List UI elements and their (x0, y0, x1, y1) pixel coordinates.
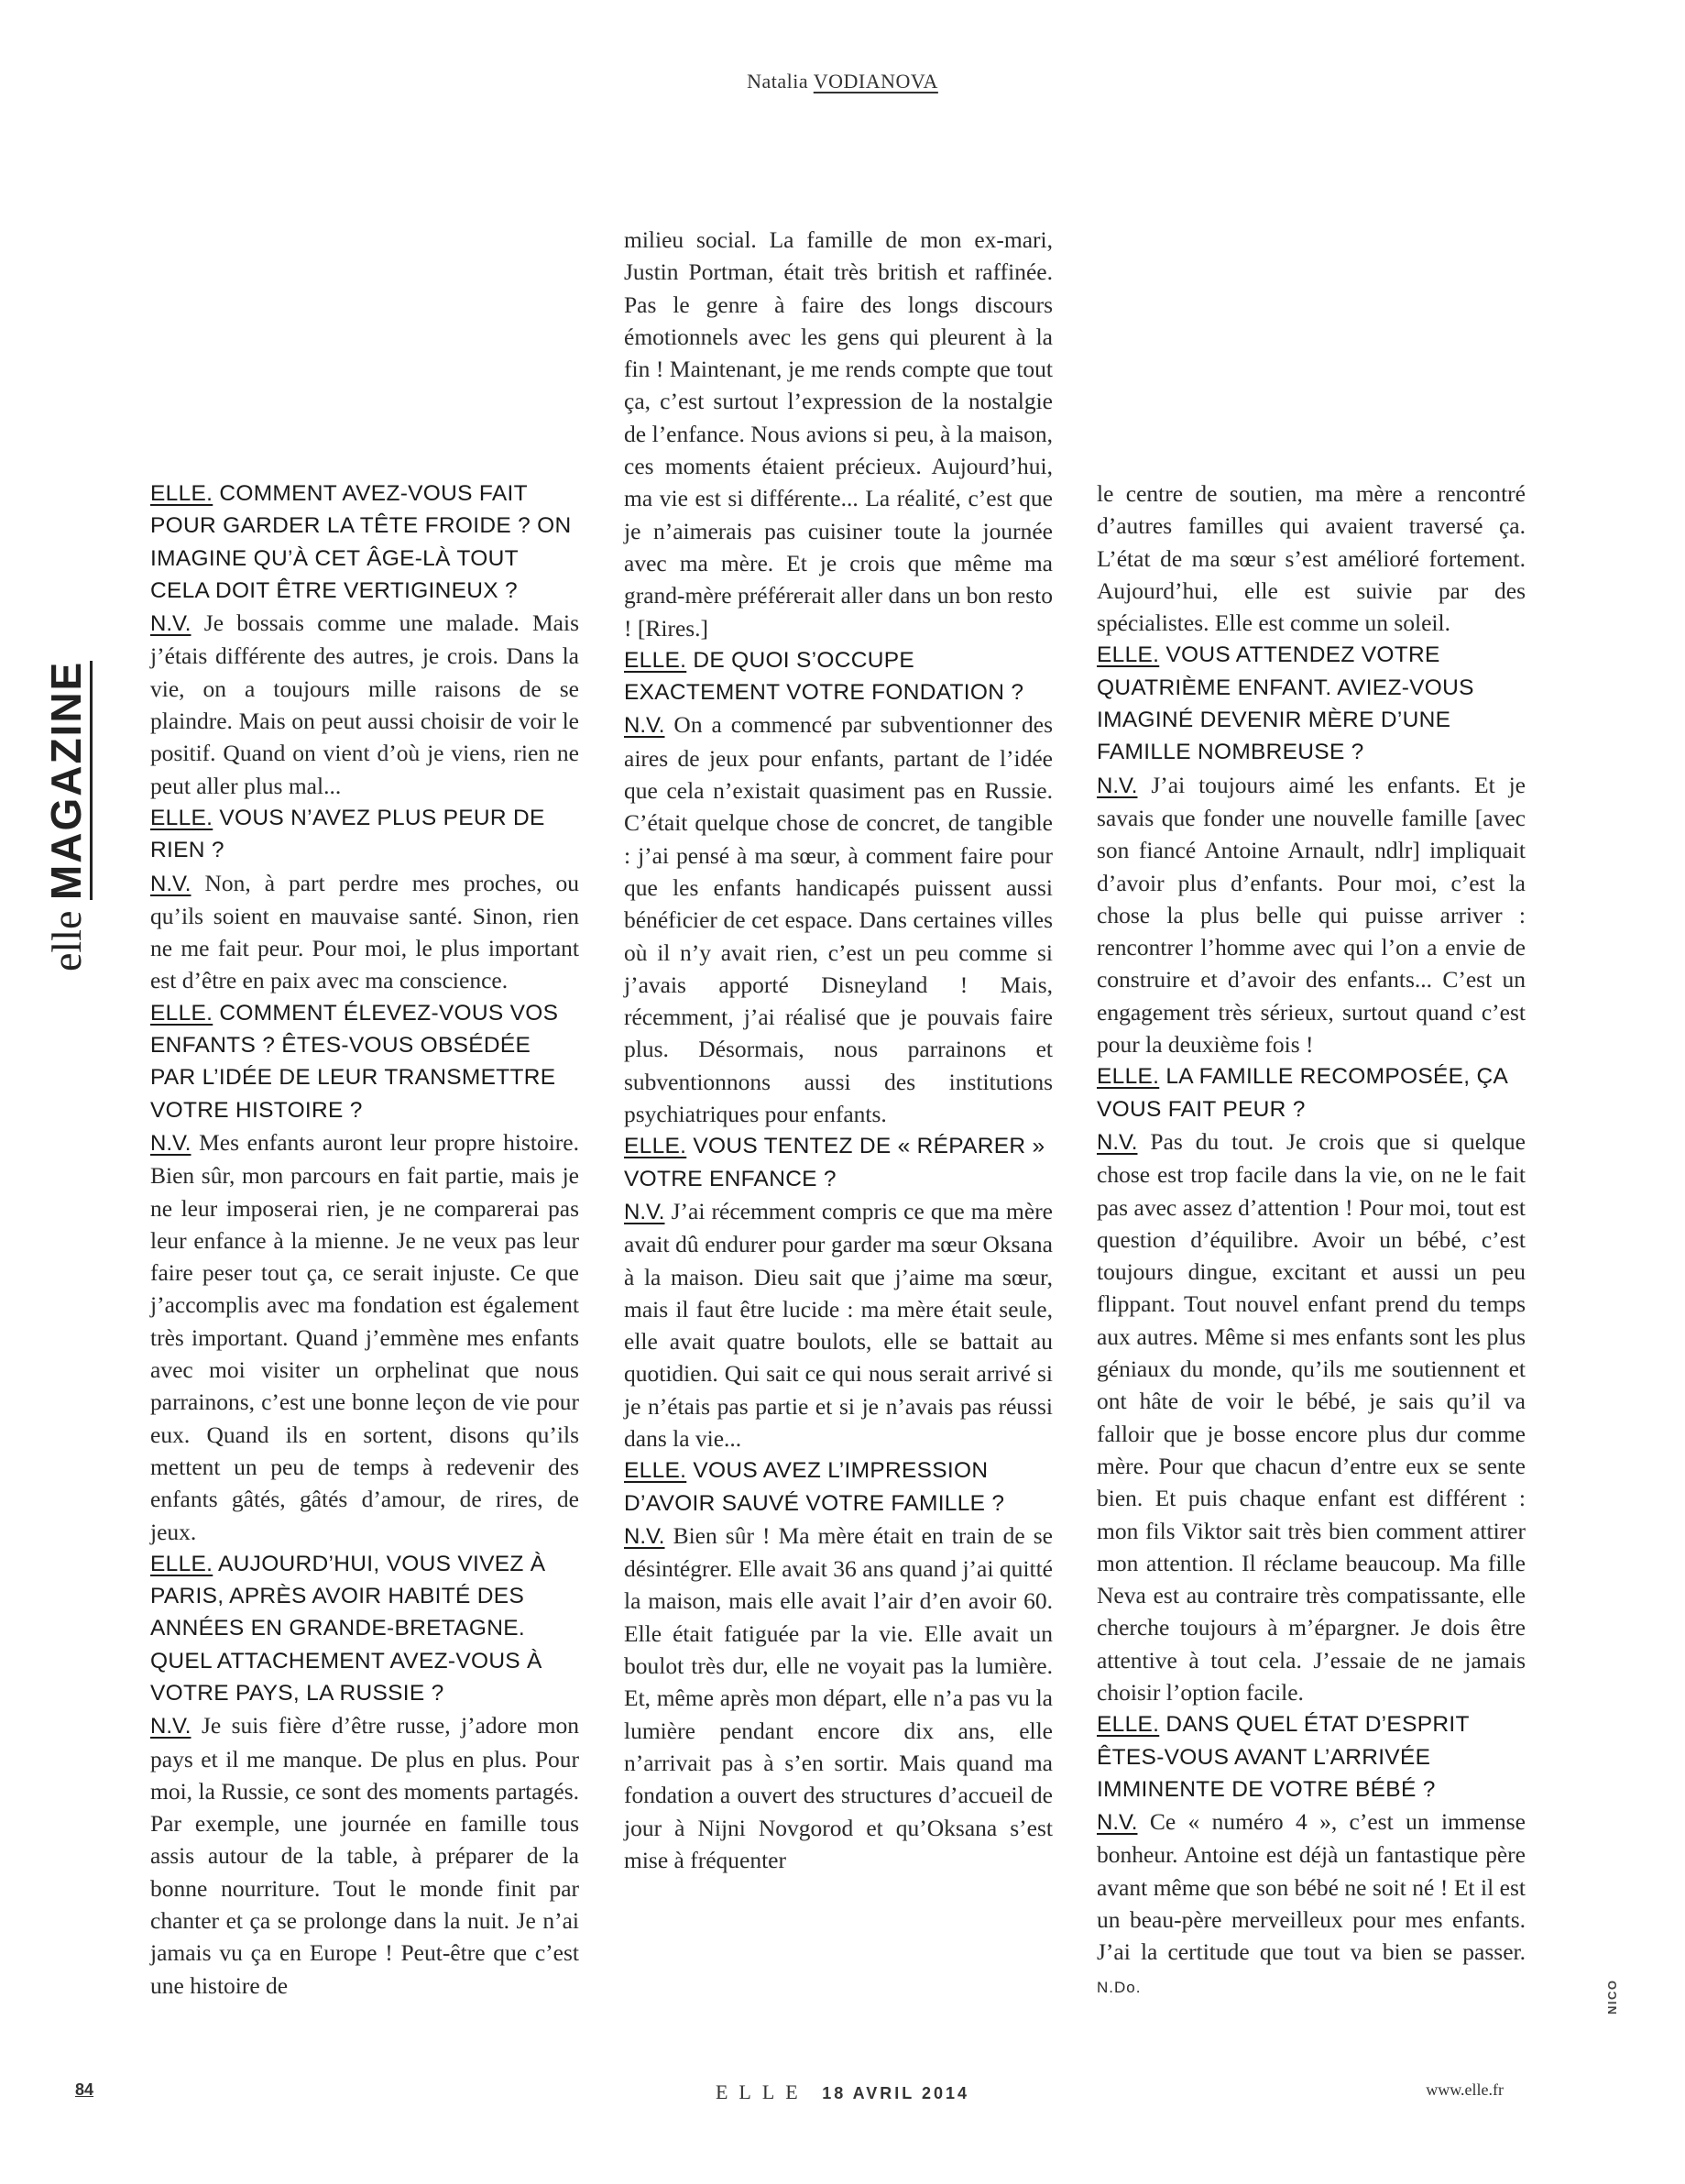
paragraph-text: AUJOURD’HUI, VOUS VIVEZ À PARIS, APRÈS AVOIR HABITÉ DES ANNÉES EN GRANDE-BRETAGNE. QUEL ATTACHEMENT AVEZ-VOUS À VOTRE PAYS, LA RUSSIE ? (150, 1551, 546, 1706)
interview-answer (1097, 1125, 1526, 1708)
paragraph-text: Mes enfants auront leur propre histoire. Bien sûr, mon parcours en fait partie, mais je ne leur imposerai rien, je ne comparerai pas leur enfance à la mienne. Je ne veux pas leur faire peser tout ça, ce serait injuste. Ce que j’accomplis avec ma fondation est également très important. Quand j’emmène mes enfants avec moi visiter un orphelinat que nous parrainons, c’est une bonne leçon de vie pour eux. Quand ils en sortent, disons qu’ils mettent un peu de temps à redevenir des enfants gâtés, gâtés d’amour, de rires, de jeux. (150, 1128, 579, 1545)
article-header (0, 70, 1685, 93)
paragraph-text: Non, à part perdre mes proches, ou qu’ils soient en mauvaise santé. Sinon, rien ne me fait peur. Pour moi, le plus important est d’être en paix avec ma conscience. (150, 869, 579, 994)
paragraph-text: Je suis fière d’être russe, j’adore mon pays et il me manque. De plus en plus. Pour moi, la Russie, ce sont des moments partagés. Par exemple, une journée en famille tous assis autour de la table, à préparer de la bonne nourriture. Tout le monde finit par chanter et ça se prolonge dans la nuit. Je n’ai jamais vu ça en Europe ! Peut-être que c’est une histoire de (150, 1712, 580, 1999)
paragraph-text: DE QUOI S’OCCUPE EXACTEMENT VOTRE FONDATION ? (624, 647, 1024, 706)
paragraph-text: J’ai récemment compris ce que ma mère avait dû endurer pour garder ma sœur Oksana à la maison. Dieu sait que j’aime ma sœur, mais il faut être lucide : ma mère était seule, elle avait quatre boulots, elle se battait au quotidien. Qui sait ce qui nous serait arrivé si je n’étais pas partie et si je n’avais pas réussi dans la vie... (624, 1197, 1054, 1452)
interview-answer (1097, 769, 1526, 1061)
speaker-tag-nv: N.V. (624, 713, 665, 739)
paragraph-text: DANS QUEL ÉTAT D’ESPRIT ÊTES-VOUS AVANT L’ARRIVÉE IMMINENTE DE VOTRE BÉBÉ ? (1097, 1712, 1470, 1802)
interview-question (150, 802, 579, 867)
speaker-tag-elle: ELLE. (1097, 642, 1160, 668)
column-1 (150, 477, 579, 2002)
header-first-name: Natalia (747, 70, 809, 93)
paragraph-text: Pas du tout. Je crois que si quelque chose est trop facile dans la vie, on ne le fait pas avec assez d’attention ! Pour moi, tout est question d’équilibre. Avoir un bébé, c’est toujours dingue, excitant et aussi un peu flippant. Tout nouvel enfant prend du temps aux autres. Même si mes enfants sont les plus géniaux du monde, qu’ils me soutiennent et ont hâte de voir le bébé, je sais qu’il va falloir que je bosse encore plus dur comme mère. Pour que chacun d’entre eux se sente bien. Et puis chaque enfant est différent : mon fils Viktor sait très bien comment attirer mon attention. Il réclame beaucoup. Ma fille Neva est au contraire très compatissante, elle cherche toujours à m’épargner. Je dois être attentive à tout cela. J’essaie de ne jamais choisir l’option facile. (1097, 1127, 1526, 1706)
interview-answer (1097, 1805, 1526, 2003)
speaker-tag-elle: ELLE. (624, 647, 687, 673)
speaker-tag-elle: ELLE. (150, 1551, 213, 1576)
speaker-tag-nv: N.V. (624, 1523, 665, 1549)
interview-answer (150, 1126, 579, 1548)
paragraph-text: VOUS TENTEZ DE « RÉPARER » VOTRE ENFANCE ? (624, 1134, 1045, 1191)
interview-question (624, 644, 1053, 709)
author-signature: N.Do. (1097, 1978, 1142, 1996)
section-brand: elle (43, 910, 90, 971)
interview-answer (624, 1195, 1053, 1454)
interview-answer (1097, 477, 1526, 639)
paragraph-text: milieu social. La famille de mon ex-mari, Justin Portman, était très british et raffinée. Pas le genre à faire des longs discours émotionnels avec les gens qui pleurent à la fin ! Maintenant, je me rends compte que tout ça, c’est surtout l’expression de la nostalgie de l’enfance. Nous avions si peu, à la maison, ces moments étaient précieux. Aujourd’hui, ma vie est si différente... La réalité, c’est que je n’aimerais pas cuisiner toute la journée avec ma mère. Et je crois que même ma grand-mère préférerait aller dans un bon resto ! [Rires.] (624, 226, 1053, 642)
speaker-tag-elle: ELLE. (150, 805, 213, 830)
speaker-tag-nv: N.V. (624, 1199, 665, 1224)
interview-answer (150, 867, 579, 997)
interview-question (1097, 1708, 1526, 1805)
interview-answer (624, 224, 1053, 644)
interview-question (624, 1130, 1053, 1195)
paragraph-text: COMMENT ÉLEVEZ-VOUS VOS ENFANTS ? ÊTES-VOUS OBSÉDÉE PAR L’IDÉE DE LEUR TRANSMETTRE VOTRE HISTOIRE ? (150, 1000, 559, 1123)
paragraph-text: LA FAMILLE RECOMPOSÉE, ÇA VOUS FAIT PEUR ? (1097, 1064, 1507, 1122)
interview-question (624, 1454, 1053, 1520)
column-3 (1097, 477, 1526, 2003)
paragraph-text: Bien sûr ! Ma mère était en train de se désintégrer. Elle avait 36 ans quand j’ai quitté la maison, mais elle avait l’air d’en avoir 60. Elle était fatiguée par la vie. Elle avait un boulot très dur, elle ne voyait pas la lumière. Et, même après mon départ, elle n’a pas vu la lumière pendant encore dix ans, elle n’arrivait pas à s’en sortir. Mais quand ma fondation a ouvert des structures d’accueil de jour à Nijni Novgorod et qu’Oksana s’est mise à fréquenter (624, 1521, 1053, 1873)
paragraph-text: On a commencé par subventionner des aires de jeux pour enfants, partant de l’idée que cela n’existait quasiment pas en Russie. C’était quelque chose de concret, de tangible : j’ai pensé à ma sœur, à comment faire pour que les enfants handicapés puissent aussi bénéficier de cet espace. Dans certaines villes où il n’y avait rien, c’est un peu comme si j’avais apporté Disneyland ! Mais, récemment, j’ai réalisé que je pouvais faire plus. Désormais, nous parrainons et subventionnons aussi des institutions psychiatriques pour enfants. (624, 711, 1054, 1128)
interview-answer (624, 1520, 1053, 1876)
interview-answer (150, 1709, 579, 2002)
speaker-tag-nv: N.V. (1097, 1810, 1138, 1836)
interview-question (150, 1548, 579, 1709)
speaker-tag-nv: N.V. (150, 871, 191, 896)
interview-question (150, 477, 579, 607)
footer-brand: ELLE (715, 2080, 809, 2103)
header-last-name: VODIANOVA (813, 70, 938, 93)
paragraph-text: VOUS AVEZ L’IMPRESSION D’AVOIR SAUVÉ VOTRE FAMILLE ? (624, 1458, 1005, 1516)
interview-answer (150, 607, 579, 802)
column-2 (624, 224, 1053, 1876)
speaker-tag-elle: ELLE. (624, 1458, 687, 1484)
speaker-tag-nv: N.V. (150, 1130, 191, 1156)
speaker-tag-nv: N.V. (150, 1714, 191, 1740)
interview-question (1097, 639, 1526, 768)
interview-question (150, 997, 579, 1126)
photo-credit: NICO (1605, 1979, 1619, 2014)
speaker-tag-nv: N.V. (1097, 773, 1138, 798)
speaker-tag-elle: ELLE. (1097, 1064, 1160, 1090)
paragraph-text: VOUS ATTENDEZ VOTRE QUATRIÈME ENFANT. AVIEZ-VOUS IMAGINÉ DEVENIR MÈRE D’UNE FAMILLE NOMBREUSE ? (1097, 642, 1474, 765)
paragraph-text: COMMENT AVEZ-VOUS FAIT POUR GARDER LA TÊTE FROIDE ? ON IMAGINE QU’À CET ÂGE-LÀ TOUT CELA DOIT ÊTRE VERTIGINEUX ? (150, 481, 572, 603)
paragraph-text: Ce « numéro 4 », c’est un immense bonheur. Antoine est déjà un fantastique père avant même que son bébé ne soit né ! Et il est un beau-père merveilleux pour mes enfants. J’ai la certitude que tout va bien se passer. (1097, 1808, 1526, 1966)
section-label (40, 532, 92, 971)
speaker-tag-nv: N.V. (1097, 1129, 1138, 1155)
section-name: MAGAZINE (42, 661, 93, 900)
paragraph-text: Je bossais comme une malade. Mais j’étais différente des autres, je crois. Dans la vie, on a toujours mille raisons de se plaindre. Mais on peut aussi choisir de voir le positif. Quand on vient d’où je viens, rien ne peut aller plus mal... (150, 609, 580, 799)
interview-answer (624, 708, 1053, 1130)
page-number: 84 (75, 2080, 94, 2099)
paragraph-text: le centre de soutien, ma mère a rencontré d’autres familles qui avaient traversé ça. L’état de ma sœur s’est amélioré fortement. Aujourd’hui, elle est suivie par des spécialistes. Elle est comme un soleil. (1097, 480, 1526, 637)
speaker-tag-elle: ELLE. (624, 1134, 687, 1159)
speaker-tag-elle: ELLE. (1097, 1712, 1160, 1738)
footer-website: www.elle.fr (1426, 2080, 1504, 2099)
speaker-tag-elle: ELLE. (150, 481, 213, 506)
footer-date: 18 AVRIL 2014 (822, 2084, 969, 2102)
speaker-tag-elle: ELLE. (150, 1000, 213, 1026)
interview-question (1097, 1060, 1526, 1125)
paragraph-text: VOUS N’AVEZ PLUS PEUR DE RIEN ? (150, 805, 545, 863)
speaker-tag-nv: N.V. (150, 611, 191, 637)
paragraph-text: J’ai toujours aimé les enfants. Et je savais que fonder une nouvelle famille [avec son fiancé Antoine Arnault, ndlr] impliquait d’avoir plus d’enfants. Pour moi, c’est la chose la plus belle qui puisse arriver : rencontrer l’homme avec qui l’on a envie de construire et d’avoir des enfants... C’est un engagement très sérieux, surtout quand c’est pour la deuxième fois ! (1097, 771, 1526, 1059)
